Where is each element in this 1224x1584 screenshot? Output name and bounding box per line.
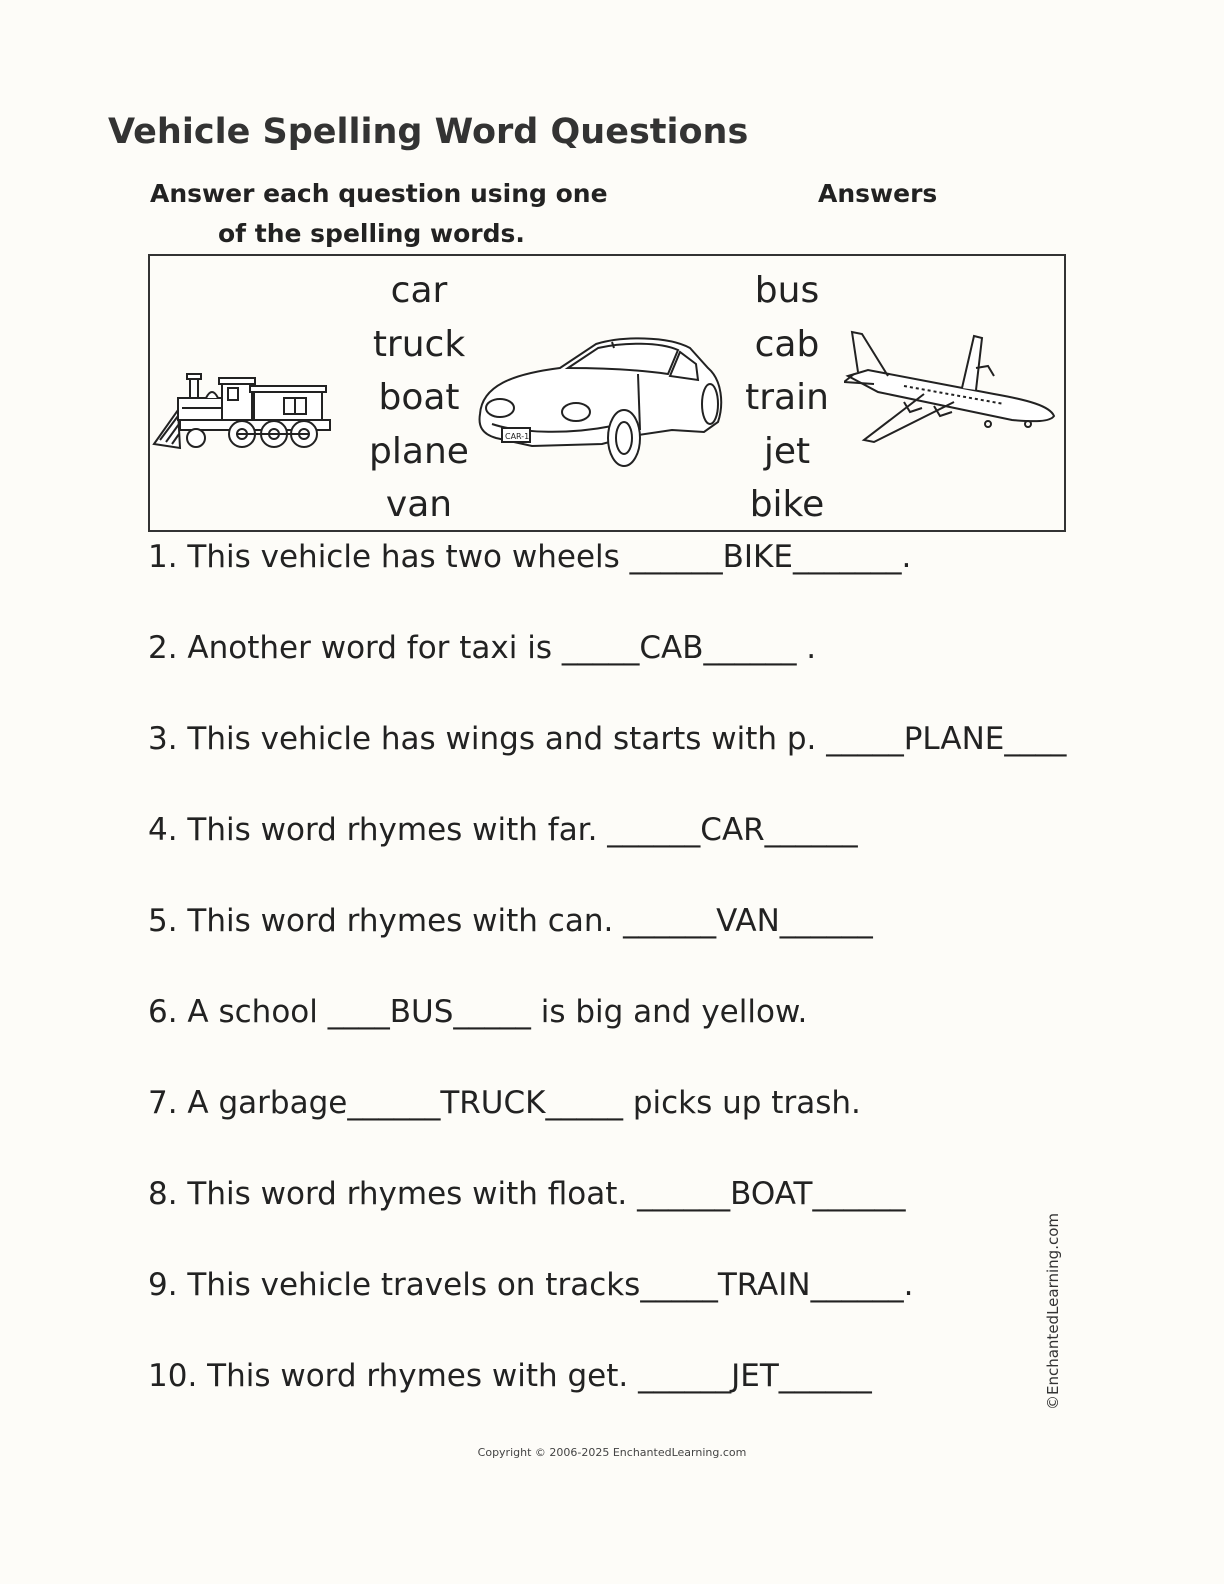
instructions-line-2: of the spelling words. xyxy=(218,219,525,248)
copyright-footer: Copyright © 2006-2025 EnchantedLearning.com xyxy=(477,1446,747,1459)
page-title: Vehicle Spelling Word Questions xyxy=(108,112,749,152)
word-bank-word: train xyxy=(745,377,829,418)
word-bank-word: bus xyxy=(754,270,820,311)
question-item: 1. This vehicle has two wheels ______BIKE_______. xyxy=(148,539,912,575)
questions-list xyxy=(148,536,1098,1446)
question-item: 3. This vehicle has wings and starts with p. _____PLANE____ xyxy=(148,721,1067,757)
question-item: 5. This word rhymes with can. ______VAN______ xyxy=(148,903,873,939)
airplane-illustration xyxy=(844,328,1058,450)
word-bank-word: car xyxy=(390,270,448,311)
word-bank-word: bike xyxy=(749,484,825,525)
instructions-line-1: Answer each question using one xyxy=(150,179,608,208)
word-bank-column-2 xyxy=(712,264,862,532)
question-item: 10. This word rhymes with get. ______JET______ xyxy=(148,1358,872,1394)
instructions xyxy=(150,174,608,254)
answers-label: Answers xyxy=(818,179,938,208)
word-bank-word: cab xyxy=(754,323,820,365)
question-item: 6. A school ____BUS_____ is big and yellow. xyxy=(148,994,808,1030)
word-bank-word: boat xyxy=(378,377,460,418)
word-bank-word: truck xyxy=(372,323,466,365)
question-item: 7. A garbage______TRUCK_____ picks up trash. xyxy=(148,1085,861,1121)
word-bank-box xyxy=(148,254,1066,532)
word-bank-word: plane xyxy=(369,430,469,472)
word-bank-word: van xyxy=(385,484,453,525)
question-item: 2. Another word for taxi is _____CAB______ . xyxy=(148,630,817,666)
question-item: 9. This vehicle travels on tracks_____TRAIN______. xyxy=(148,1267,914,1303)
train-illustration xyxy=(152,352,360,456)
question-item: 8. This word rhymes with float. ______BOAT______ xyxy=(148,1176,906,1212)
word-bank-word: jet xyxy=(763,430,811,472)
license-plate-text: CAR-1 xyxy=(505,432,530,441)
question-item: 4. This word rhymes with far. ______CAR______ xyxy=(148,812,858,848)
side-credit: ©EnchantedLearning.com xyxy=(1044,1213,1062,1410)
car-illustration xyxy=(472,334,728,472)
